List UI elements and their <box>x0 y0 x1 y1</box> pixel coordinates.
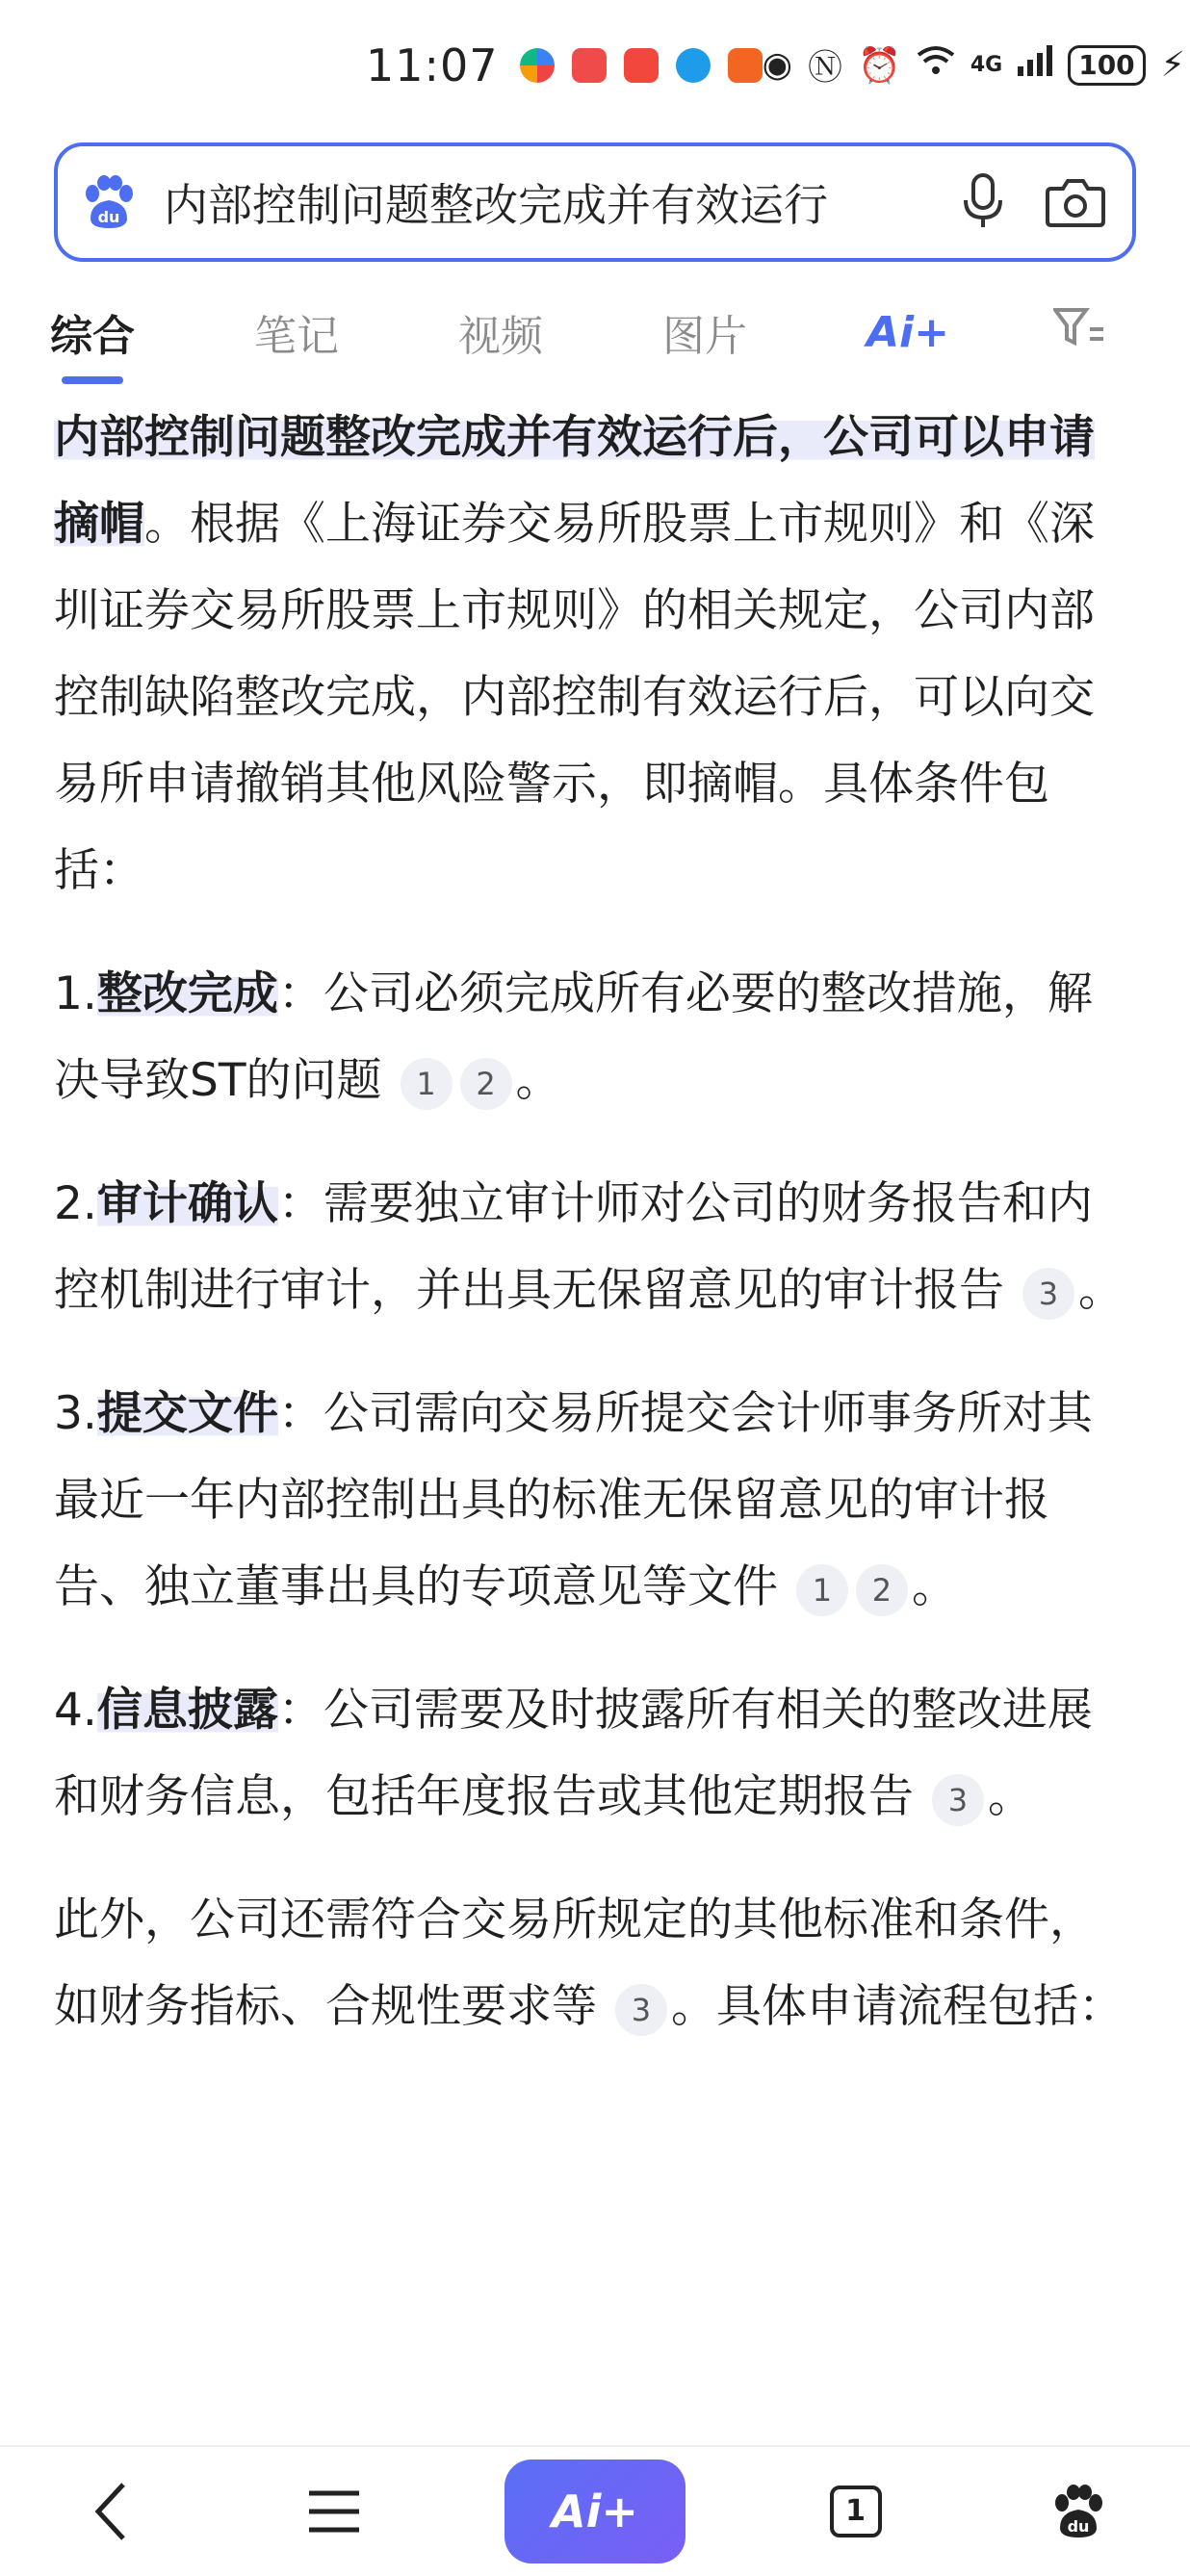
app-notification-icon <box>520 48 555 83</box>
tab-images[interactable]: 图片 <box>662 312 747 361</box>
tabs-button[interactable] <box>803 2459 909 2564</box>
ai-answer <box>54 395 1136 2087</box>
tab-notes[interactable]: 笔记 <box>254 312 339 361</box>
image-search-button[interactable] <box>1042 168 1109 236</box>
battery-level: 100 <box>1068 45 1145 86</box>
app-notification-icon <box>624 48 659 83</box>
list-item-end: 。 <box>515 1054 561 1107</box>
tab-videos[interactable]: 视频 <box>458 312 543 361</box>
list-item-number: 2. <box>54 1177 97 1230</box>
citation-badge[interactable]: 3 <box>1022 1268 1074 1320</box>
answer-outro-text: 此外，公司还需符合交易所规定的其他标准和条件，如财务指标、合规性要求等 <box>54 1893 1095 2033</box>
charging-icon: ⚡ <box>1160 45 1185 85</box>
menu-button[interactable] <box>281 2459 387 2564</box>
app-notification-icon <box>572 48 607 83</box>
answer-intro-text: 。根据《上海证券交易所股票上市规则》和《深圳证券交易所股票上市规则》的相关规定，公司内部控制缺陷整改完成，内部控制有效运行后，可以向交易所申请撤销其他风险警示，即摘帽。具体条件包括： <box>54 498 1095 897</box>
list-item-title: 整改完成 <box>96 967 278 1020</box>
search-input[interactable]: 内部控制问题整改完成并有效运行 <box>164 179 828 231</box>
nfc-n-icon: Ⓝ <box>808 48 843 88</box>
status-bar <box>0 0 1190 130</box>
camera-icon <box>1046 175 1105 229</box>
signal-label: 4G <box>970 53 1003 77</box>
list-item-number: 1. <box>54 967 97 1020</box>
notification-icons <box>520 48 763 83</box>
tab-ai[interactable]: Ai+ <box>867 307 950 357</box>
filter-icon[interactable] <box>1053 306 1105 358</box>
signal-icon <box>1018 45 1052 85</box>
list-item <box>54 1371 1136 1631</box>
answer-intro <box>54 395 1136 914</box>
list-item-end: 。 <box>1077 1264 1124 1317</box>
baidu-logo-icon[interactable] <box>81 174 137 230</box>
list-item-number: 4. <box>54 1684 97 1737</box>
wifi-icon <box>917 45 955 85</box>
chevron-left-icon <box>92 2481 131 2542</box>
voice-search-button[interactable] <box>949 168 1017 236</box>
bottom-nav <box>0 2445 1190 2576</box>
list-item-end: 。 <box>911 1560 957 1613</box>
answer-outro-text-end: 。具体申请流程包括： <box>670 1980 1124 2033</box>
list-item-text: ：公司需要及时披露所有相关的整改进展和财务信息，包括年度报告或其他定期报告 <box>54 1684 1093 1823</box>
list-item-text: ：公司需向交易所提交会计师事务所对其最近一年内部控制出具的标准无保留意见的审计报告、独立董事出具的专项意见等文件 <box>54 1387 1093 1613</box>
app-notification-icon <box>676 48 711 83</box>
alarm-icon: ⏰ <box>858 45 901 86</box>
list-item-text: ：需要独立审计师对公司的财务报告和内控机制进行审计，并出具无保留意见的审计报告 <box>54 1177 1093 1317</box>
answer-outro <box>54 1877 1136 2050</box>
tab-comprehensive[interactable]: 综合 <box>50 301 135 363</box>
citation-badge[interactable]: 3 <box>932 1774 984 1826</box>
system-status <box>763 40 1185 90</box>
svg-text:du: du <box>1067 2517 1090 2536</box>
app-notification-icon <box>728 48 763 83</box>
baidu-home-button[interactable] <box>1025 2459 1131 2564</box>
list-item <box>54 951 1136 1124</box>
list-item-title: 信息披露 <box>96 1684 278 1737</box>
citation-badge[interactable]: 1 <box>796 1564 848 1616</box>
result-tabs <box>0 279 1190 385</box>
answer-highlight: 内部控制问题整改完成并有效运行后，公司可以申请摘帽 <box>54 411 1095 551</box>
ai-assistant-button[interactable]: Ai+ <box>504 2460 686 2563</box>
list-item-title: 提交文件 <box>96 1387 278 1440</box>
list-item <box>54 1161 1136 1334</box>
list-item-title: 审计确认 <box>96 1177 278 1230</box>
microphone-icon <box>962 173 1004 231</box>
nfc-icon: ◉ <box>762 45 792 85</box>
list-item-end: 。 <box>987 1770 1033 1823</box>
citation-badge[interactable]: 3 <box>615 1984 667 2036</box>
baidu-paw-icon <box>1050 2484 1106 2539</box>
list-item-number: 3. <box>54 1387 97 1440</box>
svg-text:du: du <box>97 208 120 226</box>
tab-count: 1 <box>830 2486 882 2537</box>
list-item <box>54 1667 1136 1841</box>
citation-badge[interactable]: 2 <box>856 1564 908 1616</box>
list-item-text: ：公司必须完成所有必要的整改措施，解决导致ST的问题 <box>54 967 1093 1107</box>
menu-icon <box>307 2489 361 2534</box>
search-bar[interactable] <box>54 142 1136 262</box>
citation-badge[interactable]: 2 <box>460 1058 512 1110</box>
citation-badge[interactable]: 1 <box>401 1058 453 1110</box>
status-time: 11:07 <box>366 39 499 91</box>
back-button[interactable] <box>59 2459 165 2564</box>
